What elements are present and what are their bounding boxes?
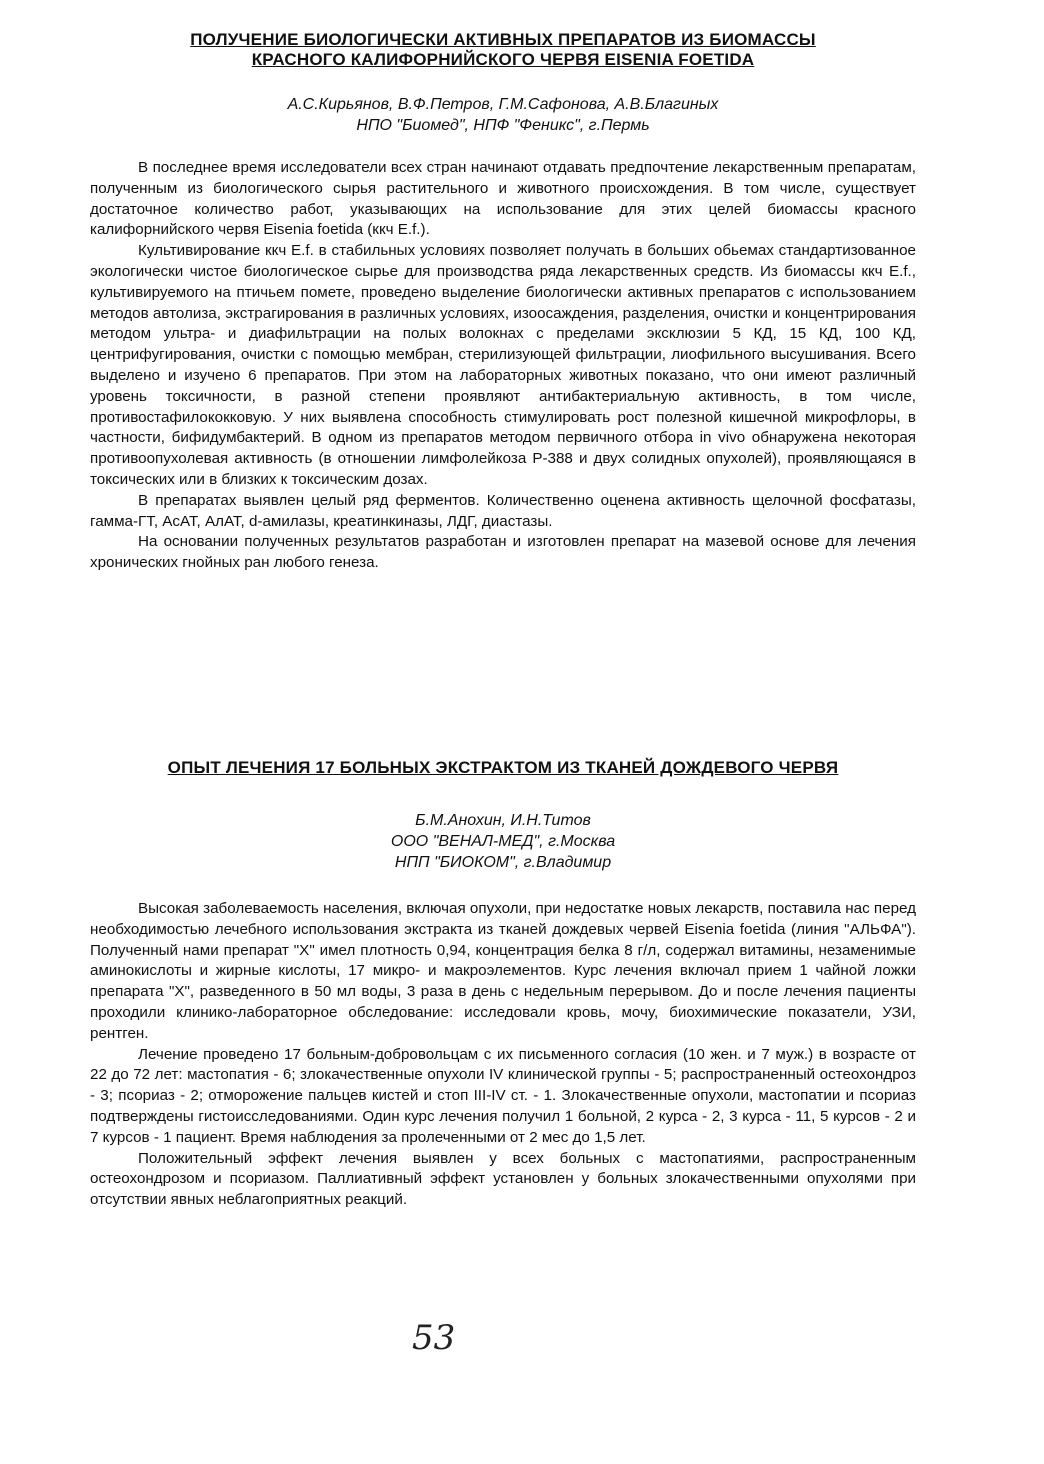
article-2-body [90, 899, 916, 1211]
article-2-byline [90, 810, 916, 873]
article-2-affiliation-1: ООО "ВЕНАЛ-МЕД", г.Москва [390, 833, 616, 850]
article-2-paragraph-3: Положительный эффект лечения выявлен у всех больных с мастопатиями, распространенным остеохондрозом и псориазом. Паллиативный эффект установлен у больных злокачественными опухолями при отсутствии явных неблагоприятных реакций. [90, 1149, 916, 1209]
article-2-paragraph-1: Высокая заболеваемость населения, включая опухоли, при недостатке новых лекарств, поставила нас перед необходимостью лечебного использования экстракта из тканей дождевых червей Eisenia foetida (линия "АЛЬФА"). Полученный нами препарат "X" имел плотность 0,94, концентрация белка 8 г/л, содержал витамины, незаменимые аминокислоты и жирные кислоты, 17 микро- и макроэлементов. Курс лечения включал прием 1 чайной ложки препарата "X", разведенного в 50 мл воды, 3 раза в день с недельным перерывом. До и после лечения пациенты проходили клинико-лабораторное обследование: исследовали кровь, мочу, биохимические показатели, УЗИ, рентген. [90, 900, 916, 1042]
article-1-paragraph-1: В последнее время исследователи всех стран начинают отдавать предпочтение лекарственным препаратам, полученным из биологического сырья растительного и животного происхождения. В том числе, существует достаточное количество работ, указывающих на использование для этих целей биомассы красного калифорнийского червя Eisenia foetida (ккч E.f.). [90, 159, 916, 239]
article-1-byline [90, 94, 916, 136]
article-1-title-line-1: ПОЛУЧЕНИЕ БИОЛОГИЧЕСКИ АКТИВНЫХ ПРЕПАРАТОВ ИЗ БИОМАССЫ [190, 30, 816, 49]
article-2-authors: Б.М.Анохин, И.Н.Титов [415, 812, 591, 829]
page-number [412, 1318, 472, 1358]
article-1-body [90, 158, 916, 574]
article-1-affiliation: НПО "Биомед", НПФ "Феникс", г.Пермь [356, 117, 650, 134]
article-1-title [90, 30, 916, 70]
article-1-paragraph-2: Культивирование ккч E.f. в стабильных условиях позволяет получать в больших обьемах стандартизованное экологически чистое биологическое сырье для производства ряда лекарственных средств. Из биомассы ккч E.f., культивируемого на птичьем помете, проведено выделение биологически активных препаратов с использованием методов автолиза, экстрагирования в различных условиях, изоосаждения, разделения, очистки и концентрирования методом ультра- и диафильтрации на полых волокнах с пределами эксклюзии 5 КД, 15 КД, 100 КД, центрифугирования, очистки с помощью мембран, стерилизующей фильтрации, лиофильного высушивания. Всего выделено и изучено 6 препаратов. При этом на лабораторных животных показано, что они имеют различный уровень токсичности, в разной степени проявляют антибактериальную активность, в том числе, противостафилококковую. У них выявлена способность стимулировать рост полезной кишечной микрофлоры, в частности, бифидумбактерий. В одном из препаратов методом первичного отбора in vivo обнаружена некоторая противоопухолевая активность (в отношении лимфолейкоза Р-388 и двух солидных опухолей), проявляющаяся в токсических или в близких к токсическим дозах. [90, 242, 916, 488]
article-1 [90, 30, 916, 574]
article-2-paragraph-2: Лечение проведено 17 больным-добровольцам с их письменного согласия (10 жен. и 7 муж.) в возрасте от 22 до 72 лет: мастопатия - 6; злокачественные опухоли IV клинической группы - 5; распространенный остеохондроз - 3; псориаз - 2; отморожение пальцев кистей и стоп III-IV ст. - 1. Злокачественные опухоли, мастопатии и псориаз подтверждены гистоисследованиями. Один курс лечения получил 1 больной, 2 курса - 2, 3 курса - 11, 5 курсов - 2 и 7 курсов - 1 пациент. Время наблюдения за пролеченными от 2 мес до 1,5 лет. [90, 1045, 916, 1146]
article-1-authors: А.С.Кирьянов, В.Ф.Петров, Г.М.Сафонова, А.В.Благиных [287, 96, 719, 113]
article-1-title-line-2: КРАСНОГО КАЛИФОРНИЙСКОГО ЧЕРВЯ EISENIA FOETIDA [251, 50, 755, 69]
page-number-text: 53 [412, 1318, 456, 1358]
article-1-paragraph-4: На основании полученных результатов разработан и изготовлен препарат на мазевой основе для лечения хронических гнойных ран любого генеза. [90, 533, 916, 572]
article-2 [90, 758, 916, 1211]
article-1-paragraph-3: В препаратах выявлен целый ряд ферментов. Количественно оценена активность щелочной фосфатазы, гамма-ГТ, АсАТ, АлАТ, d-амилазы, креатинкиназы, ЛДГ, диастазы. [90, 491, 916, 530]
article-2-affiliation-2: НПП "БИОКОМ", г.Владимир [394, 854, 612, 871]
article-2-title [90, 758, 916, 778]
article-2-title-line: ОПЫТ ЛЕЧЕНИЯ 17 БОЛЬНЫХ ЭКСТРАКТОМ ИЗ ТКАНЕЙ ДОЖДЕВОГО ЧЕРВЯ [167, 758, 839, 777]
